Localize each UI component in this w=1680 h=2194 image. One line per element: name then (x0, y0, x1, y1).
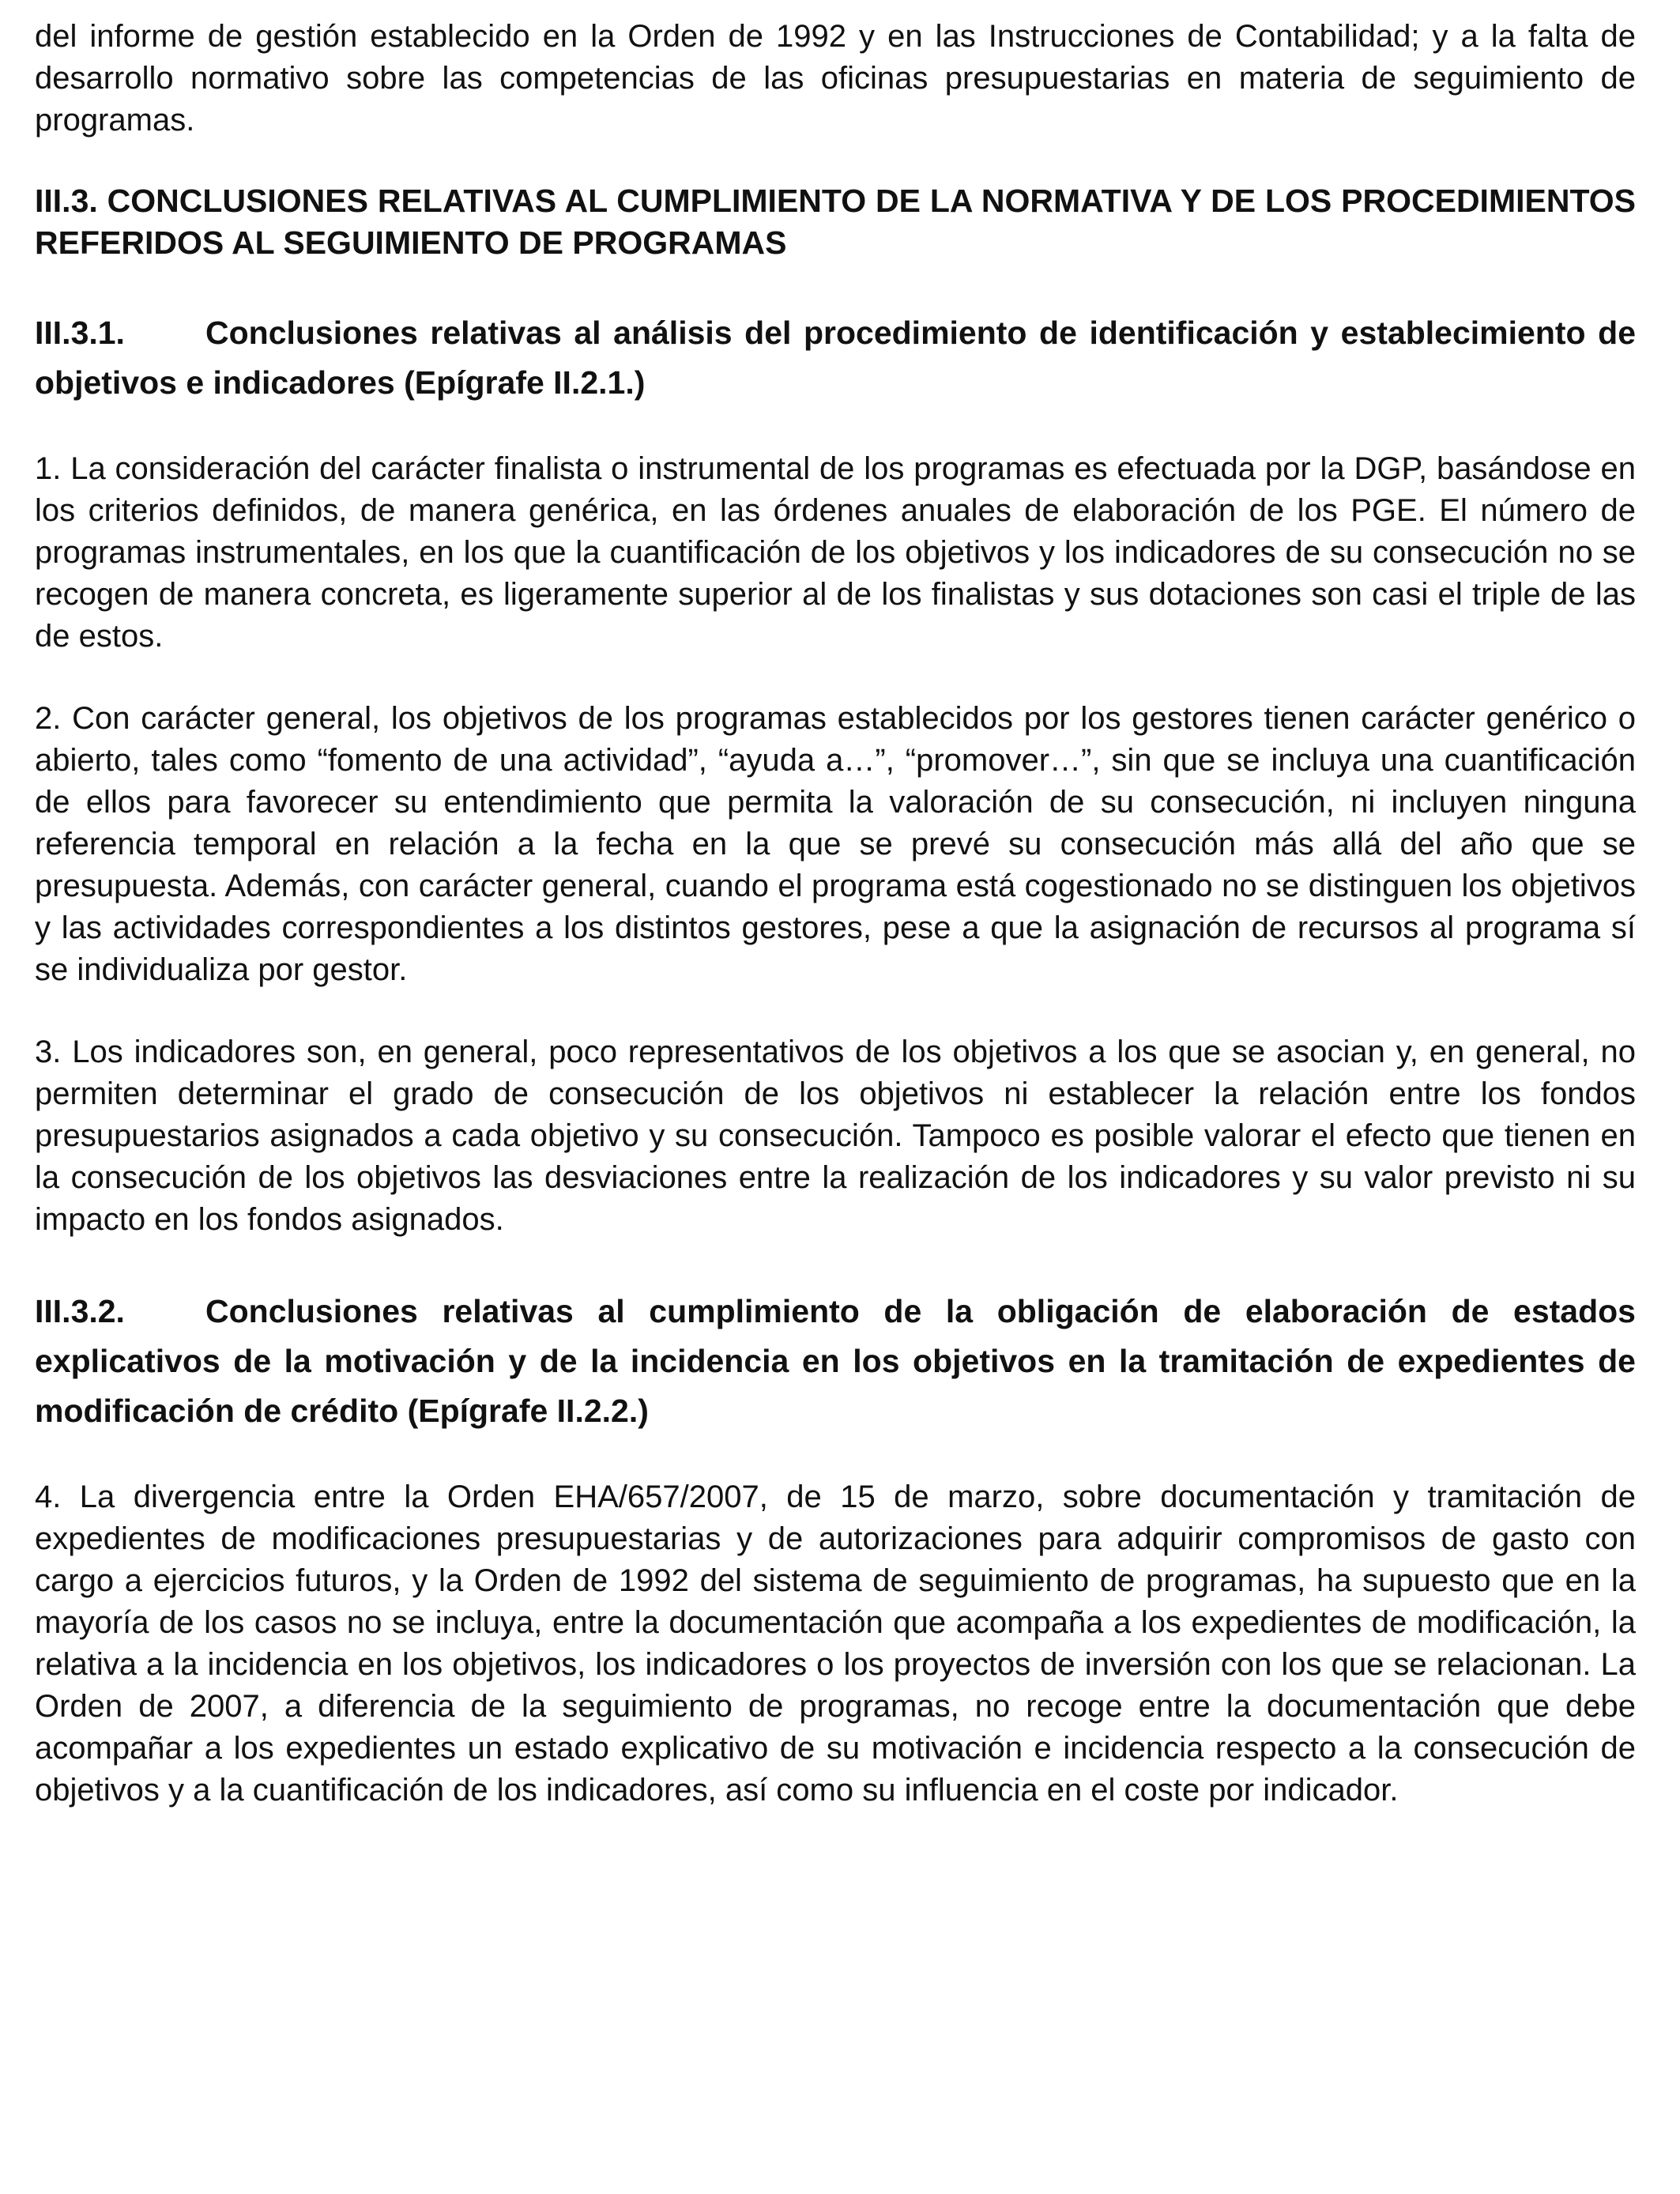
spacer (35, 1241, 1636, 1287)
intro-paragraph: del informe de gestión establecido en la Orden de 1992 y en las Instrucciones de Contabilidad; y a la falta de desarrollo normativo sobre las competencias de las oficinas presupuestarias en materia de seguimiento de programas. (35, 19, 1636, 138)
subsection-number: III.3.2. (35, 1293, 125, 1329)
paragraph-1: 1. La consideración del carácter finalista o instrumental de los programas es efectuada por la DGP, basándose en los criterios definidos, de manera genérica, en las órdenes anuales de elaboración de los PGE. El número de programas instrumentales, en los que la cuantificación de los objetivos y los indicadores de su consecución no se recogen de manera concreta, es ligeramente superior al de los finalistas y sus dotaciones son casi el triple de las de estos. (35, 451, 1636, 654)
subsection-heading-1 (35, 308, 1636, 408)
paragraph-3: 3. Los indicadores son, en general, poco representativos de los objetivos a los que se asocian y, en general, no permiten determinar el grado de consecución de los objetivos ni establecer la relación entre los fondos presupuestarios asignados a cada objetivo y su consecución. Tampoco es posible valorar el efecto que tienen en la consecución de los objetivos las desviaciones entre la realización de los indicadores y su valor previsto ni su impacto en los fondos asignados. (35, 1035, 1636, 1237)
subsection-title: Conclusiones relativas al análisis del procedimiento de identificación y establecimiento de objetivos e indicadores (Epígrafe II.2.1.) (35, 315, 1636, 401)
paragraph-2: 2. Con carácter general, los objetivos de los programas establecidos por los gestores tienen carácter genérico o abierto, tales como “fomento de una actividad”, “ayuda a…”, “promover…”, sin que se incluya una cuantificación de ellos para favorecer su entendimiento que permita la valoración de su consecución, ni incluyen ninguna referencia temporal en relación a la fecha en la que se prevé su consecución más allá del año que se presupuesta. Además, con carácter general, cuando el programa está cogestionado no se distinguen los objetivos y las actividades correspondientes a los distintos gestores, pese a que la asignación de recursos al programa sí se individualiza por gestor. (35, 701, 1636, 987)
spacer (35, 658, 1636, 698)
paragraph-4: 4. La divergencia entre la Orden EHA/657/2007, de 15 de marzo, sobre documentación y tramitación de expedientes de modificaciones presupuestarias y de autorizaciones para adquirir compromisos de gasto con cargo a ejercicios futuros, y la Orden de 1992 del sistema de seguimiento de programas, ha supuesto que en la mayoría de los casos no se incluya, entre la documentación que acompaña a los expedientes de modificación, la relativa a la incidencia en los objetivos, los indicadores o los proyectos de inversión con los que se relacionan. La Orden de 2007, a diferencia de la seguimiento de programas, no recoge entre la documentación que debe acompañar a los expedientes un estado explicativo de su motivación e incidencia respecto a la consecución de objetivos y a la cuantificación de los indicadores, así como su influencia en el coste por indicador. (35, 1480, 1636, 1808)
spacer (35, 991, 1636, 1031)
document-page (35, 16, 1636, 1811)
spacer (35, 1436, 1636, 1476)
section-heading: III.3. CONCLUSIONES RELATIVAS AL CUMPLIMIENTO DE LA NORMATIVA Y DE LOS PROCEDIMIENTOS REFERIDOS AL SEGUIMIENTO DE PROGRAMAS (35, 183, 1636, 261)
subsection-title: Conclusiones relativas al cumplimiento de la obligación de elaboración de estados explicativos de la motivación y de la incidencia en los objetivos en la tramitación de expedientes de modificación de crédito (Epígrafe II.2.2.) (35, 1293, 1636, 1429)
subsection-number: III.3.1. (35, 315, 125, 351)
subsection-heading-2 (35, 1287, 1636, 1436)
spacer (35, 264, 1636, 308)
spacer (35, 408, 1636, 448)
spacer (35, 141, 1636, 180)
